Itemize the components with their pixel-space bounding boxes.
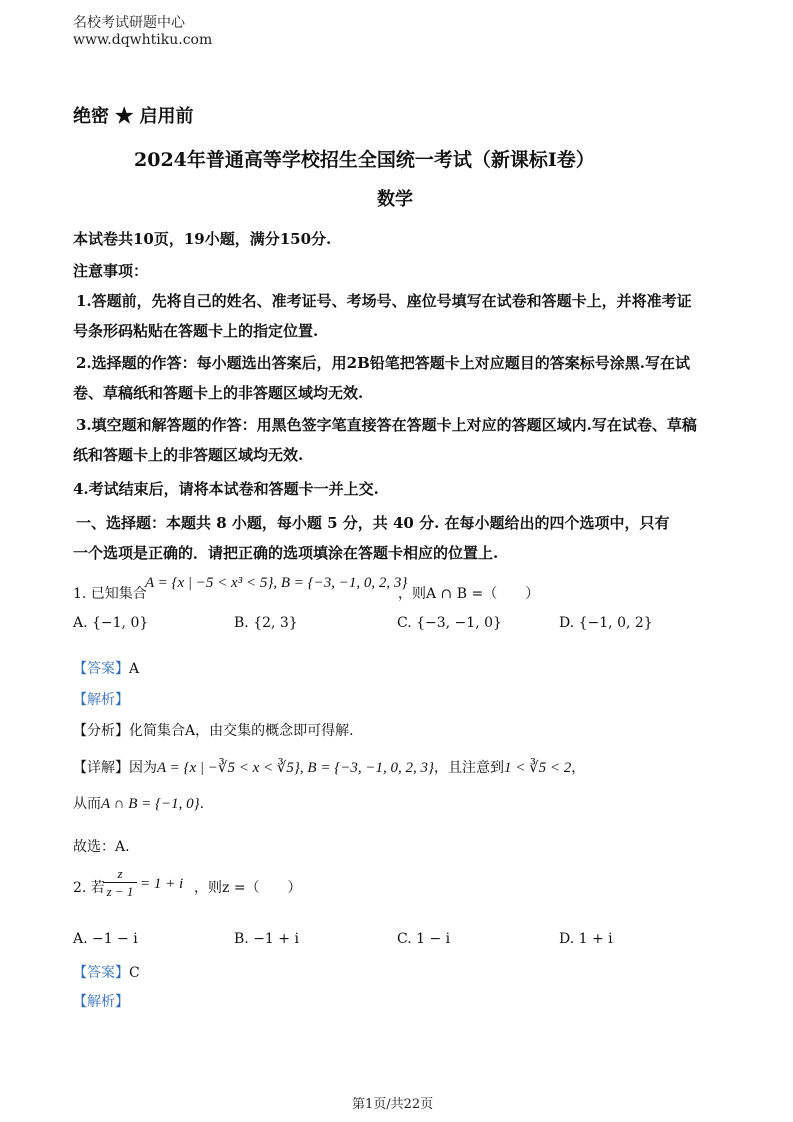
secret-mark: 绝密 ★ 启用前 <box>73 106 194 127</box>
header-url: www.dqwhtiku.com <box>73 32 213 48</box>
q1-answer-line <box>73 658 139 678</box>
q1-conclusion-line <box>73 793 204 813</box>
q1-prefix: 1. 已知集合 <box>73 586 147 602</box>
header-org: 名校考试研题中心 <box>73 15 185 31</box>
conclusion-end: . <box>199 796 205 812</box>
detail-math: A = {x | −∛5 < x < ∛5}, B = {−3, −1, 0, 2, 3} <box>157 760 434 776</box>
conclusion-pre: 从而 <box>73 796 101 812</box>
q2-option-d: D. 1 + i <box>559 931 613 947</box>
notice-line: 纸和答题卡上的非答题区域均无效. <box>73 446 304 464</box>
q1-suffix: ，则A ∩ B =（ ） <box>398 586 540 602</box>
q2-option-a: A. −1 − i <box>73 931 138 947</box>
q2-suffix: ，则z =（ ） <box>194 880 302 896</box>
section-heading: 一、选择题：本题共 8 小题，每小题 5 分，共 40 分. 在每小题给出的四个选项中，只有 <box>76 514 670 532</box>
section-heading: 一个选项是正确的．请把正确的选项填涂在答题卡相应的位置上. <box>73 544 499 562</box>
analysis-tag: 【解析】 <box>73 994 129 1010</box>
conclusion-math: A ∩ B = {−1, 0} <box>101 796 200 812</box>
q2-frac-den: z − 1 <box>106 884 134 899</box>
detail-math2: 1 < ∛5 < 2 <box>503 760 572 776</box>
answer-tag: 【答案】 <box>73 661 129 677</box>
notice-line: 1.答题前，先将自己的姓名、准考证号、考场号、座位号填写在试卷和答题卡上，并将准考证 <box>76 292 692 310</box>
notice-line: 卷、草稿纸和答题卡上的非答题区域均无效. <box>73 384 364 402</box>
analysis-tag: 【解析】 <box>73 692 129 708</box>
detail-pre: 因为 <box>129 760 157 776</box>
q2-option-c: C. 1 − i <box>397 931 451 947</box>
q1-choose: 故选：A. <box>73 839 130 855</box>
notice-line: 号条形码粘贴在答题卡上的指定位置. <box>73 322 319 340</box>
detail-tag: 【详解】 <box>73 760 129 776</box>
exam-title: 2024年普通高等学校招生全国统一考试（新课标I卷） <box>134 149 595 171</box>
q1-option-c: C. {−3, −1, 0} <box>397 615 502 631</box>
q1-fenxi: 化简集合A，由交集的概念即可得解. <box>129 723 354 739</box>
q1-option-d: D. {−1, 0, 2} <box>559 615 653 631</box>
q2-prefix: 2. 若 <box>73 880 105 896</box>
q2-answer-line <box>73 962 140 982</box>
subject-title: 数学 <box>377 189 413 210</box>
answer-tag: 【答案】 <box>73 965 129 981</box>
q1-fenxi-line <box>73 720 354 740</box>
q1-answer: A <box>129 661 140 677</box>
page-footer: 第1页/共22页 <box>352 1097 434 1112</box>
q1-sets: A = {x | −5 < x³ < 5}, B = {−3, −1, 0, 2, 3} <box>145 575 408 591</box>
notice-line: 4.考试结束后，请将本试卷和答题卡一并上交. <box>73 480 379 498</box>
q2-frac-num: z <box>117 866 123 881</box>
notice-line: 3.填空题和解答题的作答：用黑色签字笔直接答在答题卡上对应的答题区域内.写在试卷、草稿 <box>76 416 697 434</box>
q2-fraction <box>103 866 137 899</box>
q2-answer: C <box>129 965 140 981</box>
q2-eq: = 1 + i <box>140 876 184 892</box>
exam-info: 本试卷共10页，19小题，满分150分. <box>73 230 332 248</box>
q1-detail-line <box>73 757 585 777</box>
q2-frac-bar <box>103 882 137 883</box>
q1-option-a: A. {−1, 0} <box>73 615 149 631</box>
q2-option-b: B. −1 + i <box>234 931 299 947</box>
detail-end: ， <box>571 760 586 776</box>
detail-mid: ，且注意到 <box>433 760 504 776</box>
q1-option-b: B. {2, 3} <box>234 615 298 631</box>
notice-line: 2.选择题的作答：每小题选出答案后，用2B铅笔把答题卡上对应题目的答案标号涂黑.写在试 <box>76 354 691 372</box>
fenxi-tag: 【分析】 <box>73 723 129 739</box>
notice-title: 注意事项： <box>73 262 149 280</box>
